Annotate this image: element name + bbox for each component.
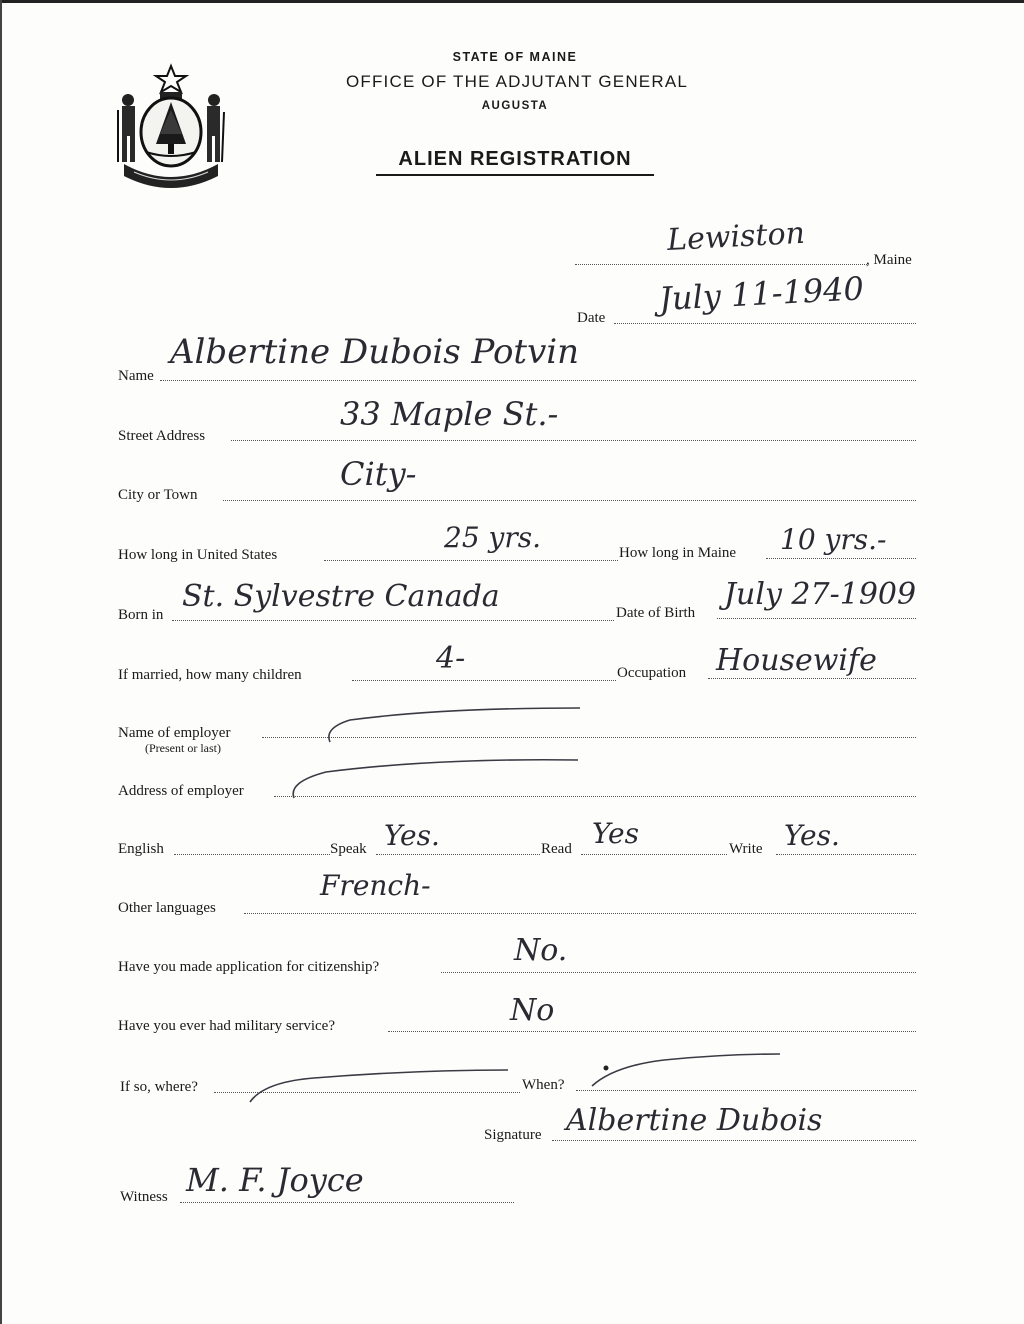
header-city: AUGUSTA (481, 100, 549, 112)
speak-value: Yes. (384, 819, 440, 852)
employer-address-dash-stroke (286, 752, 586, 802)
other-languages-value: French- (320, 869, 431, 902)
citizenship-label: Have you made application for citizenship? (118, 959, 380, 975)
write-line (776, 854, 916, 855)
employer-name-label: Name of employer (118, 725, 231, 741)
when-line (576, 1090, 916, 1091)
military-line (388, 1031, 916, 1032)
how-long-us-value: 25 yrs. (444, 521, 542, 554)
citizenship-line (441, 972, 916, 973)
city-town-value: City- (340, 455, 417, 493)
maine-label: , Maine (866, 252, 912, 268)
form-title: ALIEN REGISTRATION (376, 148, 654, 176)
witness-label: Witness (120, 1189, 168, 1205)
name-value: Albertine Dubois Potvin (170, 332, 580, 372)
place-line (575, 264, 867, 265)
place-value: Lewiston (666, 215, 806, 258)
how-long-us-label: How long in United States (118, 547, 278, 563)
street-value: 33 Maple St.- (340, 395, 559, 433)
children-line (352, 680, 616, 681)
military-value: No (510, 993, 555, 1028)
where-dash-stroke (244, 1062, 514, 1106)
occupation-line (708, 678, 916, 679)
header-state: STATE OF MAINE (452, 50, 578, 64)
street-line (231, 440, 916, 441)
signature-label: Signature (484, 1127, 542, 1143)
born-in-value: St. Sylvestre Canada (182, 579, 500, 614)
employer-address-label: Address of employer (118, 783, 244, 799)
witness-value: M. F. Joyce (186, 1161, 364, 1199)
occupation-value: Housewife (716, 643, 877, 678)
city-town-label: City or Town (118, 487, 198, 503)
write-value: Yes. (784, 819, 840, 852)
signature-value: Albertine Dubois (566, 1103, 823, 1138)
born-in-line (172, 620, 614, 621)
date-of-birth-line (717, 618, 916, 619)
signature-line (552, 1140, 916, 1141)
english-line (174, 854, 330, 855)
date-of-birth-value: July 27-1909 (724, 577, 917, 612)
date-label: Date (577, 310, 606, 326)
occupation-label: Occupation (617, 665, 687, 681)
speak-line (376, 854, 540, 855)
when-dash-stroke (584, 1050, 784, 1090)
speak-label: Speak (330, 841, 367, 857)
street-label: Street Address (118, 428, 206, 444)
name-line (160, 380, 916, 381)
other-languages-line (244, 913, 916, 914)
date-line (614, 323, 916, 324)
date-value: July 11-1940 (658, 269, 865, 318)
witness-line (180, 1202, 514, 1203)
where-label: If so, where? (120, 1079, 198, 1095)
header-office: OFFICE OF THE ADJUTANT GENERAL (345, 72, 689, 91)
how-long-maine-label: How long in Maine (619, 545, 737, 561)
scan-edge-left (0, 0, 2, 1324)
read-label: Read (541, 841, 572, 857)
when-label: When? (522, 1077, 565, 1093)
how-long-maine-line (766, 558, 916, 559)
children-label: If married, how many children (118, 667, 302, 683)
children-value: 4- (436, 641, 466, 676)
scan-edge-top (0, 0, 1024, 3)
read-line (581, 854, 727, 855)
citizenship-value: No. (514, 933, 568, 968)
english-label: English (118, 841, 164, 857)
city-town-line (223, 500, 916, 501)
how-long-maine-value: 10 yrs.- (780, 523, 887, 556)
born-in-label: Born in (118, 607, 164, 623)
employer-name-dash-stroke (320, 702, 590, 748)
write-label: Write (729, 841, 763, 857)
date-of-birth-label: Date of Birth (616, 605, 696, 621)
read-value: Yes (592, 817, 639, 850)
name-label: Name (118, 368, 154, 384)
other-languages-label: Other languages (118, 900, 216, 916)
military-label: Have you ever had military service? (118, 1018, 335, 1034)
employer-name-note: (Present or last) (145, 741, 221, 755)
how-long-us-line (324, 560, 618, 561)
